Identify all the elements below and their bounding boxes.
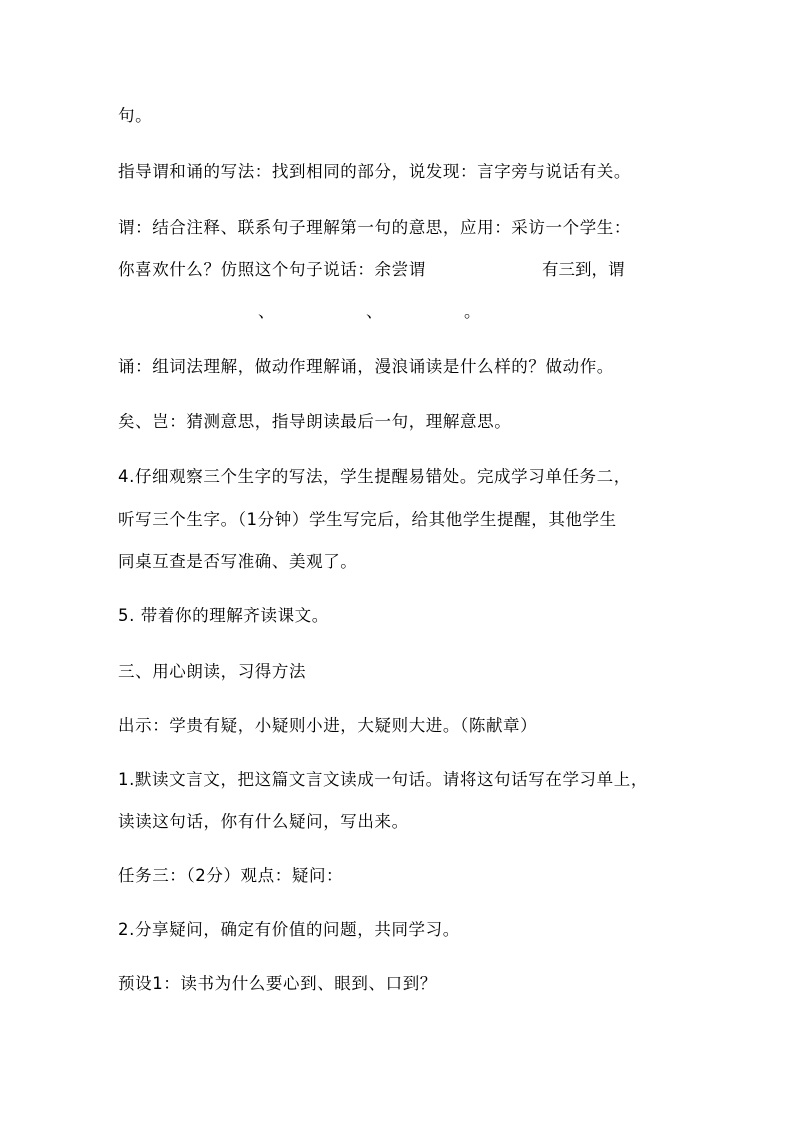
- text-line: 句。: [118, 106, 153, 125]
- text-line: 听写三个生字。（1分钟）学生写完后，给其他学生提醒，其他学生: [118, 510, 617, 529]
- text-line: 谓：结合注释、联系句子理解第一句的意思，应用：采访一个学生：: [118, 218, 631, 237]
- section-heading: 三、用心朗读，习得方法: [118, 662, 307, 681]
- blank-separator: 、: [366, 302, 383, 321]
- blank-separator: 。: [464, 302, 481, 321]
- text-line: 你喜欢什么？仿照这个句子说话：余尝谓: [118, 260, 426, 279]
- text-line: 出示：学贵有疑，小疑则小进，大疑则大进。（陈献章）: [118, 716, 538, 735]
- text-line: 2.分享疑问，确定有价值的问题，共同学习。: [118, 920, 460, 939]
- text-line: 同桌互查是否写准确、美观了。: [118, 552, 358, 571]
- text-line: 指导谓和诵的写法：找到相同的部分，说发现：言字旁与说话有关。: [118, 162, 631, 181]
- text-line: 矣、岂：猜测意思，指导朗读最后一句，理解意思。: [118, 412, 512, 431]
- blank-separator: 、: [258, 302, 275, 321]
- text-line: 任务三：（2分）观点：疑问：: [118, 866, 344, 885]
- text-line: 4.仔细观察三个生字的写法，学生提醒易错处。完成学习单任务二，: [118, 467, 631, 486]
- text-line: 诵：组词法理解，做动作理解诵，漫浪诵读是什么样的？做动作。: [118, 357, 614, 376]
- text-line: 预设1：读书为什么要心到、眼到、口到？: [118, 974, 437, 993]
- text-line: 1.默读文言文，把这篇文言文读成一句话。请将这句话写在学习单上，: [118, 770, 648, 789]
- text-line: 有三到，谓: [542, 260, 625, 279]
- text-line: 读读这句话，你有什么疑问，写出来。: [118, 812, 409, 831]
- text-line: 5. 带着你的理解齐读课文。: [118, 606, 329, 625]
